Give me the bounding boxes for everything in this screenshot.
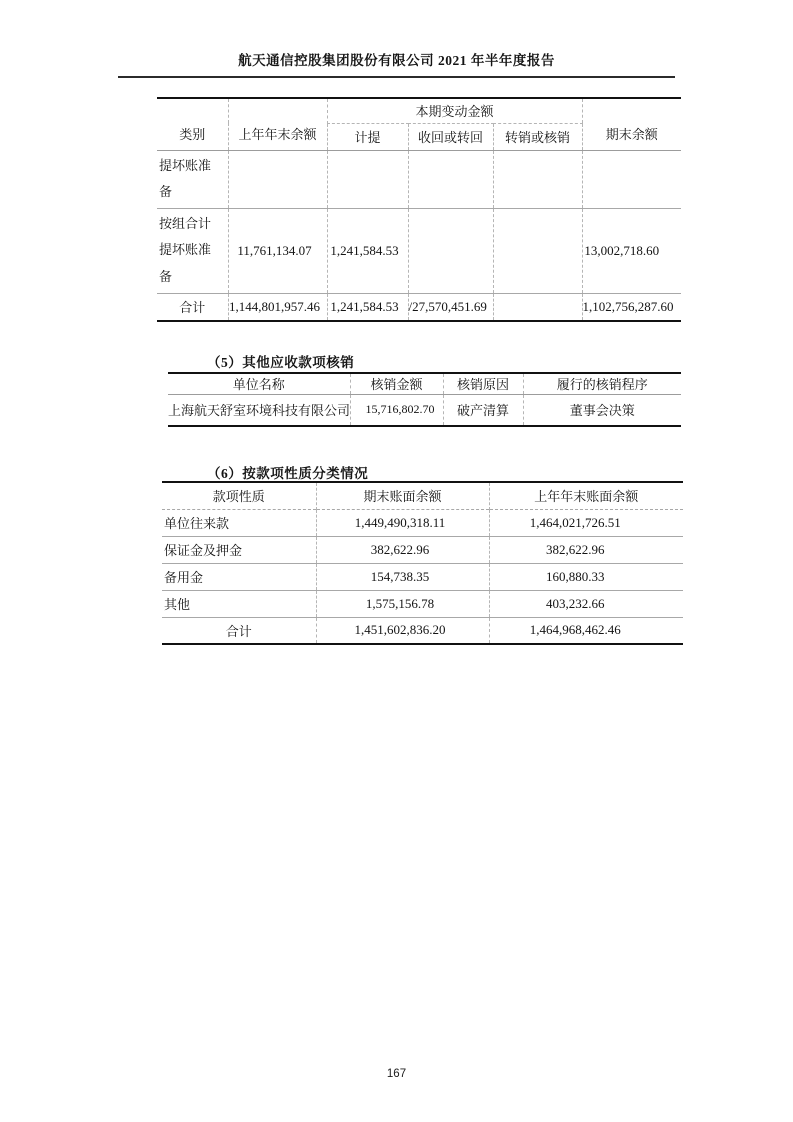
cell-prior-year-balance: 1,144,801,957.46 xyxy=(228,293,327,321)
table-header-row xyxy=(168,373,681,394)
table-row xyxy=(157,208,681,293)
col-header-recovered-or-reversed: 收回或转回 xyxy=(408,123,493,150)
col-header-ending-balance: 期末余额 xyxy=(582,98,681,150)
table-row xyxy=(157,150,681,208)
cell-ending-balance xyxy=(582,150,681,208)
cell-category-total: 合计 xyxy=(179,300,206,316)
col-header-entity-name: 单位名称 xyxy=(232,377,285,393)
col-header-prior-year-balance: 上年年末余额 xyxy=(228,98,327,150)
cell-accrual xyxy=(327,150,408,208)
col-header-current-period-change: 本期变动金额 xyxy=(327,98,582,123)
table-row xyxy=(162,590,683,617)
col-header-nature: 款项性质 xyxy=(212,489,265,505)
cell-ending-book-balance: 1,451,602,836.20 xyxy=(316,617,489,644)
cell-accrual: 1,241,584.53 xyxy=(327,293,408,321)
report-title: 航天通信控股集团股份有限公司 2021 年半年度报告 xyxy=(238,53,555,68)
cell-nature-total: 合计 xyxy=(225,623,252,639)
cell-writeoff-reason: 破产清算 xyxy=(443,394,523,426)
cell-prior-year-book-balance: 403,232.66 xyxy=(489,590,683,617)
col-header-writeoff-procedure: 履行的核销程序 xyxy=(523,373,681,394)
cell-nature: 备用金 xyxy=(164,570,204,585)
bad-debt-provision-table xyxy=(157,97,681,322)
cell-nature: 其他 xyxy=(164,597,191,612)
col-header-accrual: 计提 xyxy=(327,123,408,150)
table-total-row xyxy=(162,617,683,644)
cell-prior-year-book-balance: 382,622.96 xyxy=(489,536,683,563)
cell-nature: 保证金及押金 xyxy=(164,543,243,558)
cell-ending-balance: 1,102,756,287.60 xyxy=(582,293,681,321)
nature-classification-table xyxy=(162,481,683,645)
table-row xyxy=(168,394,681,426)
cell-written-off xyxy=(493,150,582,208)
cell-ending-book-balance: 1,575,156.78 xyxy=(316,590,489,617)
cell-ending-book-balance: 154,738.35 xyxy=(316,563,489,590)
running-head xyxy=(118,49,675,78)
table-total-row xyxy=(157,293,681,321)
cell-entity-name: 上海航天舒室环境科技有限公司 xyxy=(168,403,351,419)
table-header-row xyxy=(162,482,683,509)
cell-prior-year-balance xyxy=(228,150,327,208)
col-header-category: 类别 xyxy=(179,126,206,142)
cell-writeoff-procedure: 董事会决策 xyxy=(523,394,681,426)
col-header-written-off: 转销或核销 xyxy=(493,123,582,150)
cell-written-off xyxy=(493,293,582,321)
section-title-writeoff: （5）其他应收款项核销 xyxy=(207,355,355,370)
col-header-writeoff-amount: 核销金额 xyxy=(350,373,443,394)
cell-prior-year-balance: 11,761,134.07 xyxy=(228,208,327,293)
cell-ending-balance: 13,002,718.60 xyxy=(582,208,681,293)
cell-nature: 单位往来款 xyxy=(164,516,230,531)
table-row xyxy=(162,509,683,536)
section-title-nature: （6）按款项性质分类情况 xyxy=(207,466,369,481)
cell-prior-year-book-balance: 1,464,968,462.46 xyxy=(489,617,683,644)
cell-prior-year-book-balance: 1,464,021,726.51 xyxy=(489,509,683,536)
cell-category: 按组合计提坏账准备 xyxy=(159,215,212,285)
cell-writeoff-amount: 15,716,802.70 xyxy=(350,394,443,426)
cell-accrual: 1,241,584.53 xyxy=(327,208,408,293)
cell-prior-year-book-balance: 160,880.33 xyxy=(489,563,683,590)
cell-recovered-or-reversed xyxy=(408,208,493,293)
cell-ending-book-balance: 1,449,490,318.11 xyxy=(316,509,489,536)
col-header-writeoff-reason: 核销原因 xyxy=(443,373,523,394)
cell-recovered-or-reversed xyxy=(408,150,493,208)
cell-written-off xyxy=(493,208,582,293)
table-row xyxy=(162,536,683,563)
cell-recovered-or-reversed: /27,570,451.69 xyxy=(408,293,493,321)
table-row xyxy=(162,563,683,590)
table-header-row xyxy=(157,98,681,123)
col-header-ending-book-balance: 期末账面余额 xyxy=(316,482,489,509)
cell-ending-book-balance: 382,622.96 xyxy=(316,536,489,563)
writeoff-table xyxy=(168,372,681,427)
page-number: 167 xyxy=(386,1068,407,1080)
col-header-prior-year-book-balance: 上年年末账面余额 xyxy=(489,482,683,509)
cell-category: 提坏账准备 xyxy=(159,157,212,200)
